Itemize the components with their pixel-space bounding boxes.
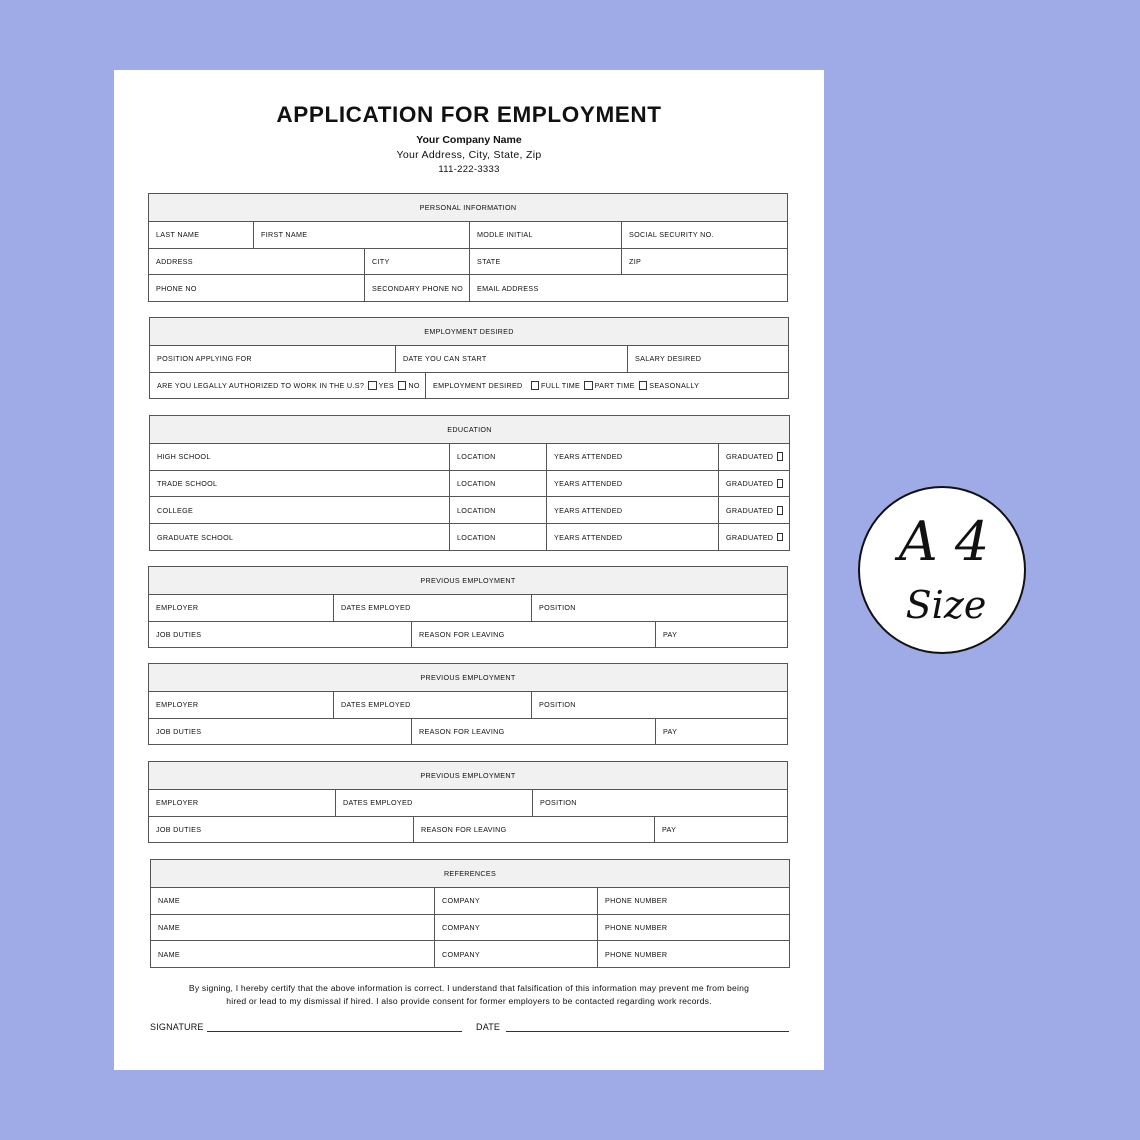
reference-company-field[interactable] xyxy=(434,941,597,967)
job-duties-field[interactable] xyxy=(149,817,413,843)
table-row xyxy=(150,523,789,550)
section-title: EMPLOYMENT DESIRED xyxy=(424,326,514,336)
field-label: LOCATION xyxy=(457,452,496,462)
employer-field[interactable] xyxy=(149,692,333,718)
field-label: REASON FOR LEAVING xyxy=(421,824,507,834)
section-header xyxy=(149,194,787,221)
table-row xyxy=(150,443,789,470)
section-title: PERSONAL INFORMATION xyxy=(419,202,517,212)
certification-line-1: By signing, I hereby certify that the above information is correct. I understand that falsification of this information may prevent me from being xyxy=(188,983,750,993)
field-label: EMAIL ADDRESS xyxy=(477,283,539,293)
location-field[interactable] xyxy=(449,497,546,523)
table-row xyxy=(150,470,789,497)
field-label: DATE YOU CAN START xyxy=(403,354,487,364)
field-label: CITY xyxy=(372,256,390,266)
table-row xyxy=(149,816,787,843)
employment-desired-table xyxy=(149,317,789,399)
company-address: Your Address, City, State, Zip xyxy=(396,149,542,161)
pay-field[interactable] xyxy=(655,622,787,648)
reference-company-field[interactable] xyxy=(434,888,597,914)
graduated-field xyxy=(718,471,789,497)
signature-row xyxy=(150,1022,462,1032)
graduated-checkbox[interactable] xyxy=(777,479,783,488)
full-time-checkbox[interactable] xyxy=(531,381,540,390)
table-row xyxy=(150,372,788,399)
last-name-field[interactable] xyxy=(149,222,253,248)
checkbox-label: YES xyxy=(378,380,394,390)
employer-field[interactable] xyxy=(149,790,335,816)
field-label: GRADUATED xyxy=(726,532,774,542)
references-table xyxy=(150,859,790,968)
no-checkbox[interactable] xyxy=(398,381,407,390)
company-name: Your Company Name xyxy=(416,134,522,146)
graduated-field xyxy=(718,444,789,470)
section-header xyxy=(150,318,788,345)
field-label: EMPLOYER xyxy=(156,603,199,613)
field-label: DATES EMPLOYED xyxy=(341,700,411,710)
reference-phone-field[interactable] xyxy=(597,915,789,941)
field-label: COMPANY xyxy=(442,949,480,959)
field-label: LOCATION xyxy=(457,478,496,488)
field-label: DATES EMPLOYED xyxy=(343,798,413,808)
field-label: SOCIAL SECURITY NO. xyxy=(629,230,714,240)
field-label: JOB DUTIES xyxy=(156,824,202,834)
certification-text xyxy=(154,982,784,1008)
field-label: NAME xyxy=(158,949,180,959)
years-attended-field[interactable] xyxy=(546,444,718,470)
field-label: EMPLOYER xyxy=(156,700,199,710)
badge-line-2: Size xyxy=(905,583,987,627)
field-label: HIGH SCHOOL xyxy=(157,452,211,462)
field-label: COMPANY xyxy=(442,922,480,932)
salary-field[interactable] xyxy=(627,346,788,372)
school-field[interactable] xyxy=(150,524,449,550)
section-header xyxy=(149,664,787,691)
field-label: SALARY DESIRED xyxy=(635,354,702,364)
graduated-checkbox[interactable] xyxy=(777,452,783,461)
checkbox-label: FULL TIME xyxy=(541,380,581,390)
field-label: REASON FOR LEAVING xyxy=(419,629,505,639)
previous-employment-table-3 xyxy=(148,761,788,843)
date-line[interactable] xyxy=(506,1022,789,1032)
position-field[interactable] xyxy=(531,692,787,718)
location-field[interactable] xyxy=(449,524,546,550)
position-field[interactable] xyxy=(532,790,787,816)
badge-lettering xyxy=(860,488,1028,656)
field-label: COLLEGE xyxy=(157,505,194,515)
field-label: FIRST NAME xyxy=(261,230,308,240)
field-label: ZIP xyxy=(629,256,642,266)
date-row xyxy=(476,1022,789,1032)
field-label: ARE YOU LEGALLY AUTHORIZED TO WORK IN THE U.S? xyxy=(157,380,365,390)
page-title: APPLICATION FOR EMPLOYMENT xyxy=(276,102,662,127)
table-row xyxy=(149,248,787,275)
table-row xyxy=(149,594,787,621)
checkbox-label: NO xyxy=(408,380,420,390)
reason-for-leaving-field[interactable] xyxy=(413,817,654,843)
dates-employed-field[interactable] xyxy=(333,692,531,718)
reference-company-field[interactable] xyxy=(434,915,597,941)
field-label: PHONE NO xyxy=(156,283,197,293)
field-label: REASON FOR LEAVING xyxy=(419,726,505,736)
table-row xyxy=(151,914,789,941)
location-field[interactable] xyxy=(449,444,546,470)
secondary-phone-field[interactable] xyxy=(364,275,469,301)
table-row xyxy=(149,221,787,248)
field-label: NAME xyxy=(158,896,180,906)
field-label: MODLE INITIAL xyxy=(477,230,533,240)
section-title: PREVIOUS EMPLOYMENT xyxy=(420,575,516,585)
field-label: DATES EMPLOYED xyxy=(341,603,411,613)
field-label: POSITION xyxy=(539,700,576,710)
section-title: PREVIOUS EMPLOYMENT xyxy=(420,672,516,682)
section-title: PREVIOUS EMPLOYMENT xyxy=(420,770,516,780)
checkbox-label: SEASONALLY xyxy=(649,380,700,390)
school-field[interactable] xyxy=(150,471,449,497)
location-field[interactable] xyxy=(449,471,546,497)
field-label: POSITION xyxy=(540,798,577,808)
section-title: REFERENCES xyxy=(443,868,497,878)
field-label: STATE xyxy=(477,256,501,266)
middle-initial-field[interactable] xyxy=(469,222,621,248)
state-field[interactable] xyxy=(469,249,621,275)
employment-type-field xyxy=(425,373,788,399)
table-row xyxy=(151,940,789,967)
reference-phone-field[interactable] xyxy=(597,941,789,967)
graduated-checkbox[interactable] xyxy=(777,533,783,542)
field-label: JOB DUTIES xyxy=(156,629,202,639)
part-time-checkbox[interactable] xyxy=(584,381,593,390)
previous-employment-table-1 xyxy=(148,566,788,648)
field-label: POSITION xyxy=(539,603,576,613)
table-row xyxy=(149,718,787,745)
field-label: GRADUATED xyxy=(726,452,774,462)
table-row xyxy=(149,621,787,648)
field-label: LOCATION xyxy=(457,532,496,542)
checkbox-label: PART TIME xyxy=(594,380,635,390)
school-field[interactable] xyxy=(150,444,449,470)
pay-field[interactable] xyxy=(654,817,787,843)
field-label: GRADUATE SCHOOL xyxy=(157,532,234,542)
company-phone: 111-222-3333 xyxy=(438,164,500,175)
field-label: YEARS ATTENDED xyxy=(554,452,623,462)
zip-field[interactable] xyxy=(621,249,787,275)
reason-for-leaving-field[interactable] xyxy=(411,622,655,648)
field-label: PAY xyxy=(663,726,678,736)
field-label: YEARS ATTENDED xyxy=(554,505,623,515)
field-label: LAST NAME xyxy=(156,230,200,240)
reference-name-field[interactable] xyxy=(151,888,434,914)
table-row xyxy=(150,496,789,523)
dates-employed-field[interactable] xyxy=(335,790,532,816)
field-label: PHONE NUMBER xyxy=(605,949,668,959)
seasonally-checkbox[interactable] xyxy=(639,381,648,390)
field-label: PAY xyxy=(662,824,677,834)
field-label: LOCATION xyxy=(457,505,496,515)
a4-size-badge xyxy=(858,486,1026,654)
reference-name-field[interactable] xyxy=(151,941,434,967)
application-sheet xyxy=(114,70,824,1070)
field-label: TRADE SCHOOL xyxy=(157,478,218,488)
reference-phone-field[interactable] xyxy=(597,888,789,914)
city-field[interactable] xyxy=(364,249,469,275)
section-title: EDUCATION xyxy=(447,424,492,434)
graduated-field xyxy=(718,497,789,523)
personal-information-table xyxy=(148,193,788,302)
school-field[interactable] xyxy=(150,497,449,523)
badge-line-1: A 4 xyxy=(898,510,990,573)
reason-for-leaving-field[interactable] xyxy=(411,719,655,745)
years-attended-field[interactable] xyxy=(546,524,718,550)
phone-field[interactable] xyxy=(149,275,364,301)
ssn-field[interactable] xyxy=(621,222,787,248)
signature-label: SIGNATURE xyxy=(150,1022,204,1032)
certification-line-2: hired or lead to my dismissal if hired. I also provide consent for former employers to be contacted regarding work records. xyxy=(226,996,712,1006)
table-row xyxy=(150,345,788,372)
field-label: GRADUATED xyxy=(726,478,774,488)
position-field[interactable] xyxy=(150,346,395,372)
field-label: YEARS ATTENDED xyxy=(554,478,623,488)
first-name-field[interactable] xyxy=(253,222,469,248)
yes-checkbox[interactable] xyxy=(368,381,377,390)
position-field[interactable] xyxy=(531,595,787,621)
graduated-field xyxy=(718,524,789,550)
reference-name-field[interactable] xyxy=(151,915,434,941)
authorization-field xyxy=(150,373,425,399)
field-label: SECONDARY PHONE NO xyxy=(372,283,464,293)
job-duties-field[interactable] xyxy=(149,719,411,745)
field-label: EMPLOYMENT DESIRED xyxy=(433,380,523,390)
previous-employment-table-2 xyxy=(148,663,788,745)
years-attended-field[interactable] xyxy=(546,471,718,497)
table-row xyxy=(149,789,787,816)
signature-line[interactable] xyxy=(207,1022,462,1032)
graduated-checkbox[interactable] xyxy=(777,506,783,515)
field-label: EMPLOYER xyxy=(156,798,199,808)
section-header xyxy=(149,762,787,789)
table-row xyxy=(151,887,789,914)
field-label: PAY xyxy=(663,629,678,639)
dates-employed-field[interactable] xyxy=(333,595,531,621)
section-header xyxy=(150,416,789,443)
address-field[interactable] xyxy=(149,249,364,275)
start-date-field[interactable] xyxy=(395,346,627,372)
field-label: ADDRESS xyxy=(156,256,193,266)
job-duties-field[interactable] xyxy=(149,622,411,648)
field-label: COMPANY xyxy=(442,896,480,906)
field-label: NAME xyxy=(158,922,180,932)
table-row xyxy=(149,274,787,301)
pay-field[interactable] xyxy=(655,719,787,745)
education-table xyxy=(149,415,790,551)
section-header xyxy=(151,860,789,887)
field-label: YEARS ATTENDED xyxy=(554,532,623,542)
employer-field[interactable] xyxy=(149,595,333,621)
years-attended-field[interactable] xyxy=(546,497,718,523)
field-label: POSITION APPLYING FOR xyxy=(157,354,252,364)
field-label: JOB DUTIES xyxy=(156,726,202,736)
date-label: DATE xyxy=(476,1022,501,1032)
section-header xyxy=(149,567,787,594)
field-label: PHONE NUMBER xyxy=(605,922,668,932)
field-label: PHONE NUMBER xyxy=(605,896,668,906)
table-row xyxy=(149,691,787,718)
field-label: GRADUATED xyxy=(726,505,774,515)
email-field[interactable] xyxy=(469,275,787,301)
